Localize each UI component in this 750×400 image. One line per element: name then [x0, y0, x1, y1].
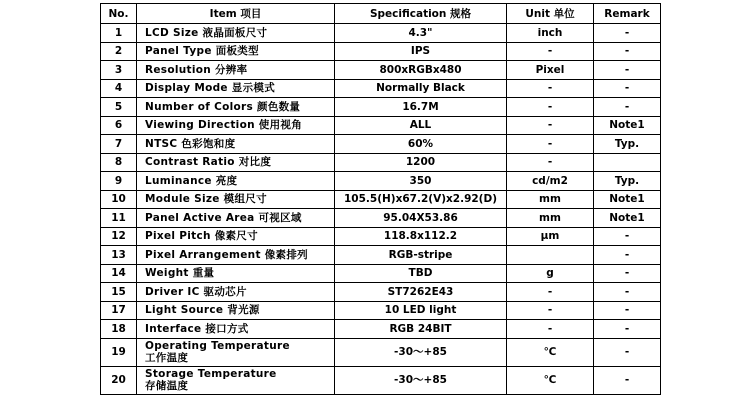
cell-item-en: Storage Temperature	[145, 368, 277, 380]
cell-spec: TBD	[335, 264, 507, 283]
cell-no: 8	[101, 153, 137, 172]
cell-item: Pixel Arrangement 像素排列	[137, 246, 335, 265]
cell-spec: RGB-stripe	[335, 246, 507, 265]
cell-item: Module Size 模组尺寸	[137, 190, 335, 209]
table-row	[101, 61, 661, 80]
cell-spec: Normally Black	[335, 79, 507, 98]
cell-item: Panel Type 面板类型	[137, 42, 335, 61]
table-row	[101, 283, 661, 302]
header-item: Item 项目	[137, 4, 335, 24]
header-remark: Remark	[594, 4, 661, 24]
cell-spec: ALL	[335, 116, 507, 135]
cell-no: 2	[101, 42, 137, 61]
cell-no: 15	[101, 283, 137, 302]
cell-remark	[594, 153, 661, 172]
cell-unit: ℃	[507, 366, 594, 394]
cell-unit: -	[507, 98, 594, 117]
cell-remark: -	[594, 79, 661, 98]
cell-spec: RGB 24BIT	[335, 320, 507, 339]
cell-unit: inch	[507, 24, 594, 43]
cell-spec: 10 LED light	[335, 301, 507, 320]
table-row	[101, 79, 661, 98]
cell-unit: g	[507, 264, 594, 283]
table-row	[101, 320, 661, 339]
table-row	[101, 264, 661, 283]
cell-remark: -	[594, 320, 661, 339]
cell-unit	[507, 246, 594, 265]
cell-remark: -	[594, 301, 661, 320]
cell-item-en: Operating Temperature	[145, 340, 290, 352]
cell-spec: 800xRGBx480	[335, 61, 507, 80]
cell-item: Contrast Ratio 对比度	[137, 153, 335, 172]
cell-no: 12	[101, 227, 137, 246]
table-row	[101, 227, 661, 246]
cell-remark: Note1	[594, 116, 661, 135]
cell-spec: 118.8x112.2	[335, 227, 507, 246]
cell-item: Number of Colors 颜色数量	[137, 98, 335, 117]
specification-table	[100, 3, 661, 395]
cell-no: 3	[101, 61, 137, 80]
cell-remark: -	[594, 61, 661, 80]
cell-spec: IPS	[335, 42, 507, 61]
table-row	[101, 190, 661, 209]
cell-spec: ST7262E43	[335, 283, 507, 302]
cell-item: Display Mode 显示模式	[137, 79, 335, 98]
cell-unit: ℃	[507, 338, 594, 366]
cell-item: Luminance 亮度	[137, 172, 335, 191]
cell-no: 20	[101, 366, 137, 394]
cell-unit: Pixel	[507, 61, 594, 80]
cell-unit: -	[507, 79, 594, 98]
cell-no: 14	[101, 264, 137, 283]
cell-item-cn: 存储温度	[145, 380, 189, 392]
cell-remark: -	[594, 283, 661, 302]
cell-item: Interface 接口方式	[137, 320, 335, 339]
table-row	[101, 98, 661, 117]
cell-no: 6	[101, 116, 137, 135]
table-row	[101, 338, 661, 366]
table-header-row	[101, 4, 661, 24]
cell-spec: 350	[335, 172, 507, 191]
cell-item	[137, 338, 335, 366]
cell-item: Pixel Pitch 像素尺寸	[137, 227, 335, 246]
cell-no: 17	[101, 301, 137, 320]
cell-no: 10	[101, 190, 137, 209]
cell-no: 9	[101, 172, 137, 191]
table-row	[101, 209, 661, 228]
cell-remark: -	[594, 246, 661, 265]
header-no: No.	[101, 4, 137, 24]
cell-item: Light Source 背光源	[137, 301, 335, 320]
cell-item: LCD Size 液晶面板尺寸	[137, 24, 335, 43]
cell-unit: -	[507, 135, 594, 154]
cell-unit: -	[507, 153, 594, 172]
cell-no: 11	[101, 209, 137, 228]
cell-no: 7	[101, 135, 137, 154]
cell-remark: -	[594, 366, 661, 394]
cell-no: 5	[101, 98, 137, 117]
cell-spec: 105.5(H)x67.2(V)x2.92(D)	[335, 190, 507, 209]
cell-spec: -30～+85	[335, 338, 507, 366]
cell-spec: 60%	[335, 135, 507, 154]
cell-unit: cd/m2	[507, 172, 594, 191]
cell-remark: -	[594, 338, 661, 366]
cell-item: Weight 重量	[137, 264, 335, 283]
cell-spec: 1200	[335, 153, 507, 172]
cell-unit: mm	[507, 190, 594, 209]
cell-remark: -	[594, 264, 661, 283]
table-row	[101, 135, 661, 154]
cell-remark: -	[594, 98, 661, 117]
table-row	[101, 301, 661, 320]
cell-item-cn: 工作温度	[145, 352, 189, 364]
cell-remark: -	[594, 227, 661, 246]
table-row	[101, 42, 661, 61]
header-spec: Specification 规格	[335, 4, 507, 24]
cell-no: 19	[101, 338, 137, 366]
cell-remark: Note1	[594, 209, 661, 228]
cell-item: Viewing Direction 使用视角	[137, 116, 335, 135]
cell-unit: -	[507, 301, 594, 320]
cell-remark: Typ.	[594, 172, 661, 191]
cell-no: 18	[101, 320, 137, 339]
cell-spec: 95.04X53.86	[335, 209, 507, 228]
cell-item: Driver IC 驱动芯片	[137, 283, 335, 302]
cell-unit: -	[507, 116, 594, 135]
cell-remark: Note1	[594, 190, 661, 209]
cell-spec: 16.7M	[335, 98, 507, 117]
cell-no: 13	[101, 246, 137, 265]
table-row	[101, 246, 661, 265]
table-row	[101, 172, 661, 191]
cell-item: NTSC 色彩饱和度	[137, 135, 335, 154]
cell-no: 1	[101, 24, 137, 43]
cell-item: Resolution 分辨率	[137, 61, 335, 80]
cell-item: Panel Active Area 可视区域	[137, 209, 335, 228]
table-row	[101, 116, 661, 135]
cell-remark: -	[594, 42, 661, 61]
table-row	[101, 153, 661, 172]
cell-unit: μm	[507, 227, 594, 246]
cell-item	[137, 366, 335, 394]
cell-no: 4	[101, 79, 137, 98]
table-row	[101, 24, 661, 43]
cell-spec: 4.3"	[335, 24, 507, 43]
cell-unit: mm	[507, 209, 594, 228]
cell-remark: -	[594, 24, 661, 43]
cell-unit: -	[507, 320, 594, 339]
cell-unit: -	[507, 283, 594, 302]
table-row	[101, 366, 661, 394]
cell-unit: -	[507, 42, 594, 61]
header-unit: Unit 单位	[507, 4, 594, 24]
cell-spec: -30～+85	[335, 366, 507, 394]
cell-remark: Typ.	[594, 135, 661, 154]
